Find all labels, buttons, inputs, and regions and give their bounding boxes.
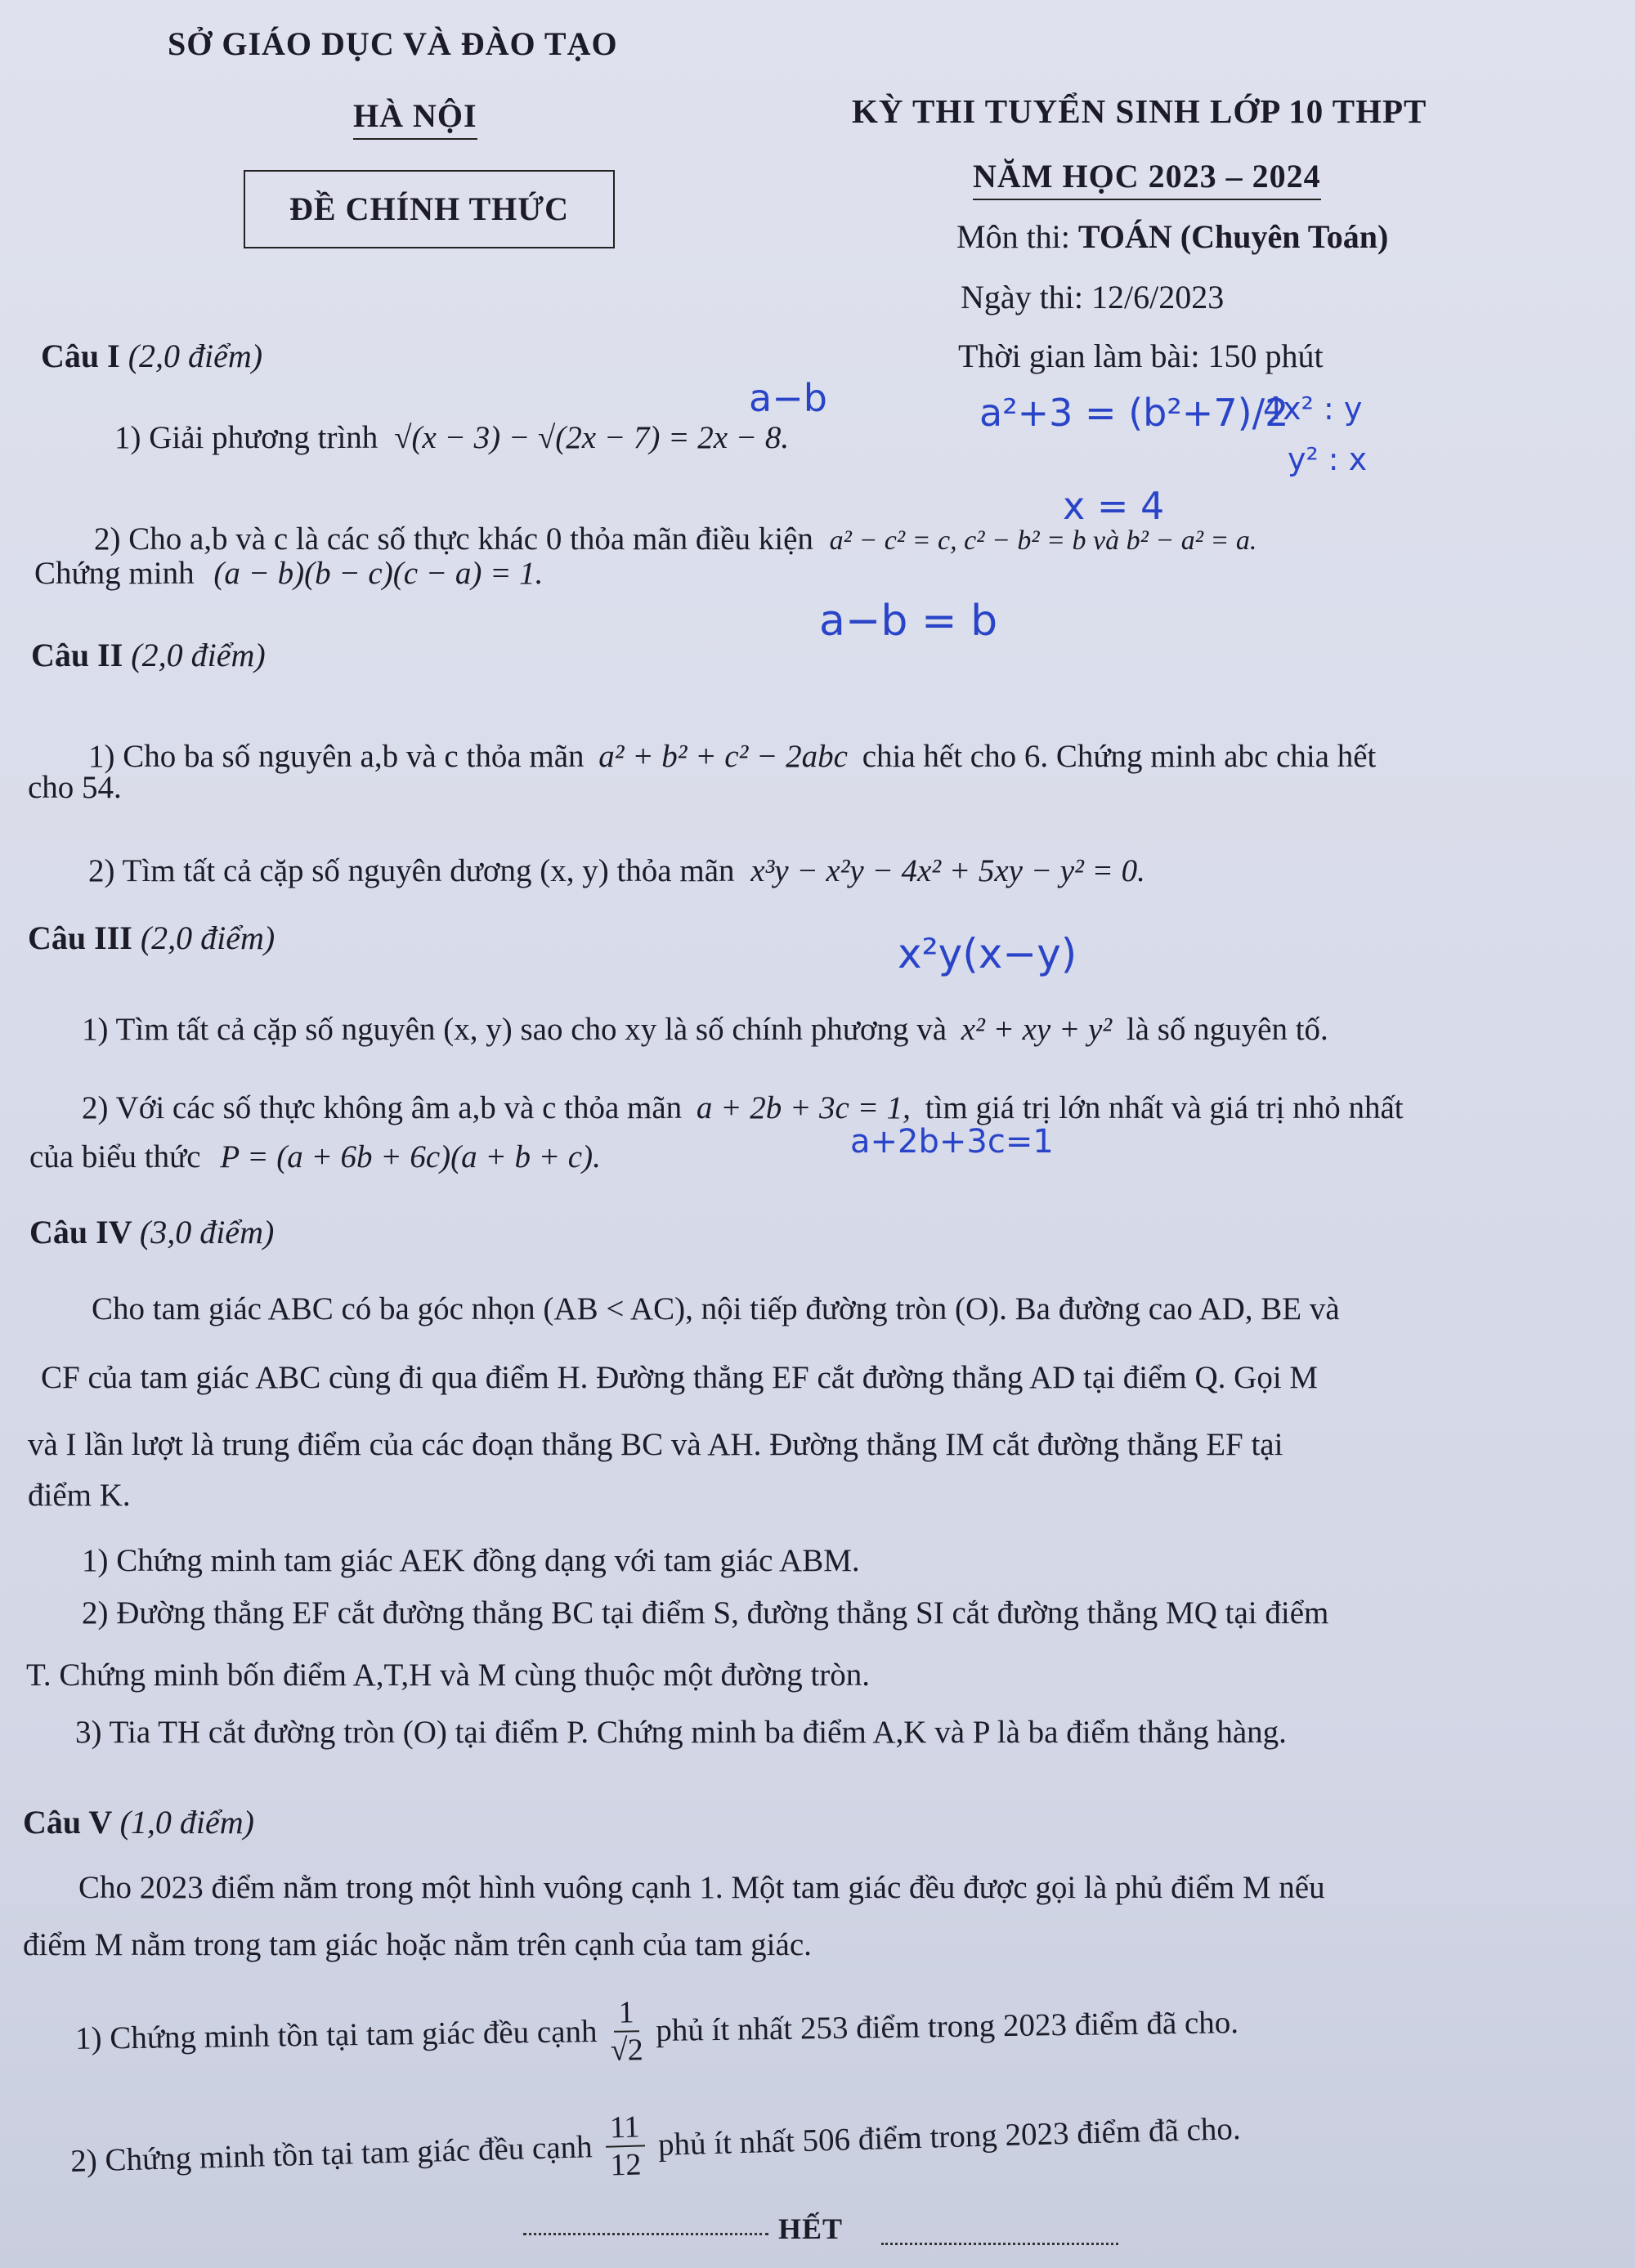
question-1-points: (2,0 điểm): [128, 338, 263, 374]
q5-part2-denominator: 12: [609, 2147, 643, 2183]
q5-part2-numerator: 11: [604, 2109, 645, 2147]
question-3-title: Câu III: [28, 919, 132, 956]
q2-part1-text-a: 1) Cho ba số nguyên a,b và c thỏa mãn: [88, 739, 585, 774]
handwriting-note-5: x = 4: [1063, 484, 1165, 528]
school-year: NĂM HỌC 2023 – 2024: [973, 157, 1321, 200]
q4-part2-line1: 2) Đường thẳng EF cắt đường thẳng BC tại điểm S, đường thẳng SI cắt đường thẳng MQ tại điểm: [82, 1595, 1329, 1631]
q4-part2-line2: T. Chứng minh bốn điểm A,T,H và M cùng thuộc một đường tròn.: [26, 1657, 871, 1693]
handwriting-note-7: x²y(x−y): [898, 930, 1077, 977]
q1-part1-text: 1) Giải phương trình: [114, 420, 379, 455]
official-label: ĐỀ CHÍNH THỨC: [289, 190, 569, 227]
handwriting-note-3: 4x² : y: [1263, 391, 1363, 427]
q1-part2-text: 2) Cho a,b và c là các số thực khác 0 thỏa mãn điều kiện: [94, 521, 813, 557]
q4-intro-line2: CF của tam giác ABC cùng đi qua điểm H. Đường thẳng EF cắt đường thẳng AD tại điểm Q. Gọi M: [41, 1360, 1319, 1395]
handwriting-note-2: a²+3 = (b²+7)/2: [979, 391, 1289, 435]
question-2-heading: [31, 636, 266, 674]
q3-part2-cont: [29, 1136, 601, 1179]
q3-part2-text-b: tìm giá trị lớn nhất và giá trị nhỏ nhất: [925, 1090, 1404, 1125]
q2-part2-text: 2) Tìm tất cả cặp số nguyên dương (x, y) thỏa mãn: [88, 853, 735, 888]
q2-part1: [88, 736, 1376, 778]
q3-part1-text-b: là số nguyên tố.: [1126, 1012, 1328, 1047]
q5-part1-numerator: 1: [613, 1994, 639, 2032]
exam-date: Ngày thi: 12/6/2023: [961, 279, 1225, 315]
q2-part1-text-b: chia hết cho 6. Chứng minh abc chia hết: [862, 739, 1377, 774]
handwriting-note-6: a−b = b: [819, 597, 998, 646]
q5-part2-text-b: phủ ít nhất 506 điểm trong 2023 điểm đã cho.: [657, 2111, 1242, 2163]
question-3-heading: [28, 919, 275, 957]
question-5-heading: [23, 1803, 254, 1841]
q1-prove-line: [34, 552, 543, 595]
q3-part2-text-c: của biểu thức: [29, 1139, 201, 1174]
question-1-heading: [41, 337, 262, 375]
handwriting-note-8: a+2b+3c=1: [850, 1123, 1054, 1161]
subject-label: Môn thi:: [956, 218, 1078, 255]
q4-part3: 3) Tia TH cắt đường tròn (O) tại điểm P. Chứng minh ba điểm A,K và P là ba điểm thẳng hàng.: [75, 1715, 1287, 1750]
question-3-points: (2,0 điểm): [140, 919, 275, 956]
exam-duration: Thời gian làm bài: 150 phút: [958, 338, 1324, 374]
q5-part1-fraction: [610, 1994, 643, 2069]
q1-part1-equation: √(x − 3) − √(2x − 7) = 2x − 8.: [394, 420, 790, 455]
q5-intro-line1: Cho 2023 điểm nằm trong một hình vuông cạnh 1. Một tam giác đều được gọi là phủ điểm M nếu: [78, 1870, 1325, 1905]
official-box: [244, 170, 615, 248]
q3-part1-expression: x² + xy + y²: [961, 1012, 1113, 1047]
q2-part2-equation: x³y − x²y − 4x² + 5xy − y² = 0.: [750, 853, 1145, 888]
q5-intro-line2: điểm M nằm trong tam giác hoặc nằm trên cạnh của tam giác.: [23, 1927, 812, 1962]
subject-line: [956, 216, 1388, 258]
question-1-title: Câu I: [41, 338, 120, 374]
q5-part2: [69, 2092, 1242, 2199]
q5-part1-text-b: phủ ít nhất 253 điểm trong 2023 điểm đã cho.: [656, 2005, 1239, 2049]
department-name: SỞ GIÁO DỤC VÀ ĐÀO TẠO: [168, 25, 618, 62]
q1-prove-expression: (a − b)(b − c)(c − a) = 1.: [213, 556, 544, 591]
q1-prove-label: Chứng minh: [34, 556, 195, 591]
q4-intro-line4: điểm K.: [28, 1478, 131, 1513]
q2-part2: [88, 850, 1145, 892]
question-4-title: Câu IV: [29, 1214, 132, 1250]
q1-part1: [114, 417, 789, 459]
q5-part1: [74, 1986, 1239, 2076]
q3-part1: [82, 1009, 1328, 1051]
q5-part1-text-a: 1) Chứng minh tồn tại tam giác đều cạnh: [74, 2014, 598, 2056]
q4-part1: 1) Chứng minh tam giác AEK đồng dạng với tam giác ABM.: [82, 1543, 860, 1578]
q1-part2-condition: a² − c² = c, c² − b² = b và b² − a² = a.: [829, 526, 1257, 556]
subject-name: TOÁN (Chuyên Toán): [1077, 218, 1389, 255]
exam-title: KỲ THI TUYỂN SINH LỚP 10 THPT: [852, 92, 1427, 130]
footer-dots-left: [523, 2233, 768, 2235]
handwriting-note-4: y² : x: [1288, 441, 1368, 477]
question-2-title: Câu II: [31, 637, 123, 673]
q3-part2-expression: P = (a + 6b + 6c)(a + b + c).: [220, 1139, 601, 1174]
question-5-title: Câu V: [23, 1804, 112, 1841]
q3-part2-text-a: 2) Với các số thực không âm a,b và c thỏa mãn: [82, 1090, 683, 1125]
q2-part1-cont: cho 54.: [28, 770, 122, 805]
footer-dots-right: [881, 2243, 1118, 2245]
q3-part2-condition: a + 2b + 3c = 1,: [696, 1090, 911, 1125]
question-4-heading: [29, 1213, 274, 1251]
q4-intro-line1: Cho tam giác ABC có ba góc nhọn (AB < AC), nội tiếp đường tròn (O). Ba đường cao AD, BE và: [92, 1291, 1340, 1326]
q5-part2-fraction: [604, 2109, 646, 2183]
q3-part2: [82, 1087, 1404, 1130]
q3-part1-text-a: 1) Tìm tất cả cặp số nguyên (x, y) sao cho xy là số chính phương và: [82, 1012, 947, 1047]
q5-part1-denominator: √2: [610, 2033, 643, 2068]
question-2-points: (2,0 điểm): [131, 637, 266, 673]
handwriting-note-1: a−b: [749, 376, 827, 420]
city-name: HÀ NỘI: [353, 96, 477, 140]
q4-intro-line3: và I lần lượt là trung điểm của các đoạn thẳng BC và AH. Đường thẳng IM cắt đường thẳng EF tại: [28, 1427, 1283, 1462]
q5-part2-text-a: 2) Chứng minh tồn tại tam giác đều cạnh: [69, 2129, 594, 2179]
question-4-points: (3,0 điểm): [139, 1214, 275, 1250]
question-5-points: (1,0 điểm): [119, 1804, 254, 1841]
end-marker: HẾT: [778, 2212, 844, 2245]
q2-part1-expression: a² + b² + c² − 2abc: [598, 739, 848, 774]
